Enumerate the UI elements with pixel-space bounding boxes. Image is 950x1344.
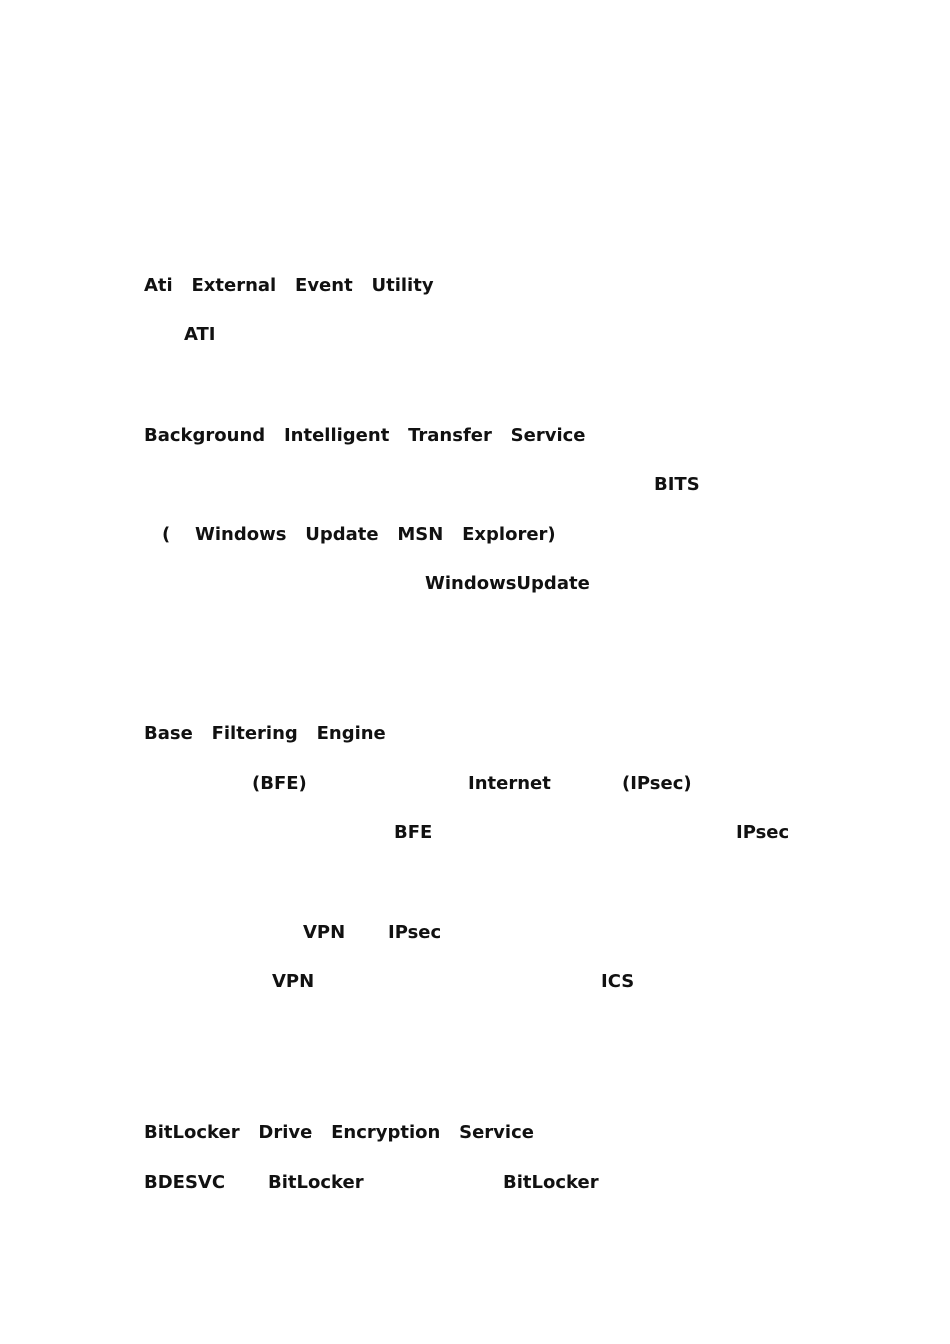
body-fragment: Windows Update MSN Explorer) — [195, 524, 556, 545]
section-heading-ati: Ati External Event Utility — [144, 275, 434, 296]
section-heading-bitlocker: BitLocker Drive Encryption Service — [144, 1122, 534, 1143]
body-fragment: BITS — [654, 474, 700, 495]
body-fragment: ICS — [601, 971, 635, 992]
body-fragment: (IPsec) — [622, 773, 692, 794]
body-fragment: BitLocker — [268, 1172, 364, 1193]
body-fragment: BDESVC — [144, 1172, 226, 1193]
body-fragment: BFE — [394, 822, 433, 843]
body-fragment: (BFE) — [252, 773, 307, 794]
body-fragment: IPsec — [736, 822, 790, 843]
body-fragment: VPN — [272, 971, 315, 992]
body-fragment: VPN — [303, 922, 346, 943]
section-heading-bits: Background Intelligent Transfer Service — [144, 425, 586, 446]
body-fragment: ( — [162, 524, 171, 545]
body-fragment: IPsec — [388, 922, 442, 943]
body-fragment: WindowsUpdate — [425, 573, 590, 594]
body-fragment: BitLocker — [503, 1172, 599, 1193]
body-fragment: Internet — [468, 773, 551, 794]
section-heading-bfe: Base Filtering Engine — [144, 723, 386, 744]
body-fragment: ATI — [184, 324, 216, 345]
